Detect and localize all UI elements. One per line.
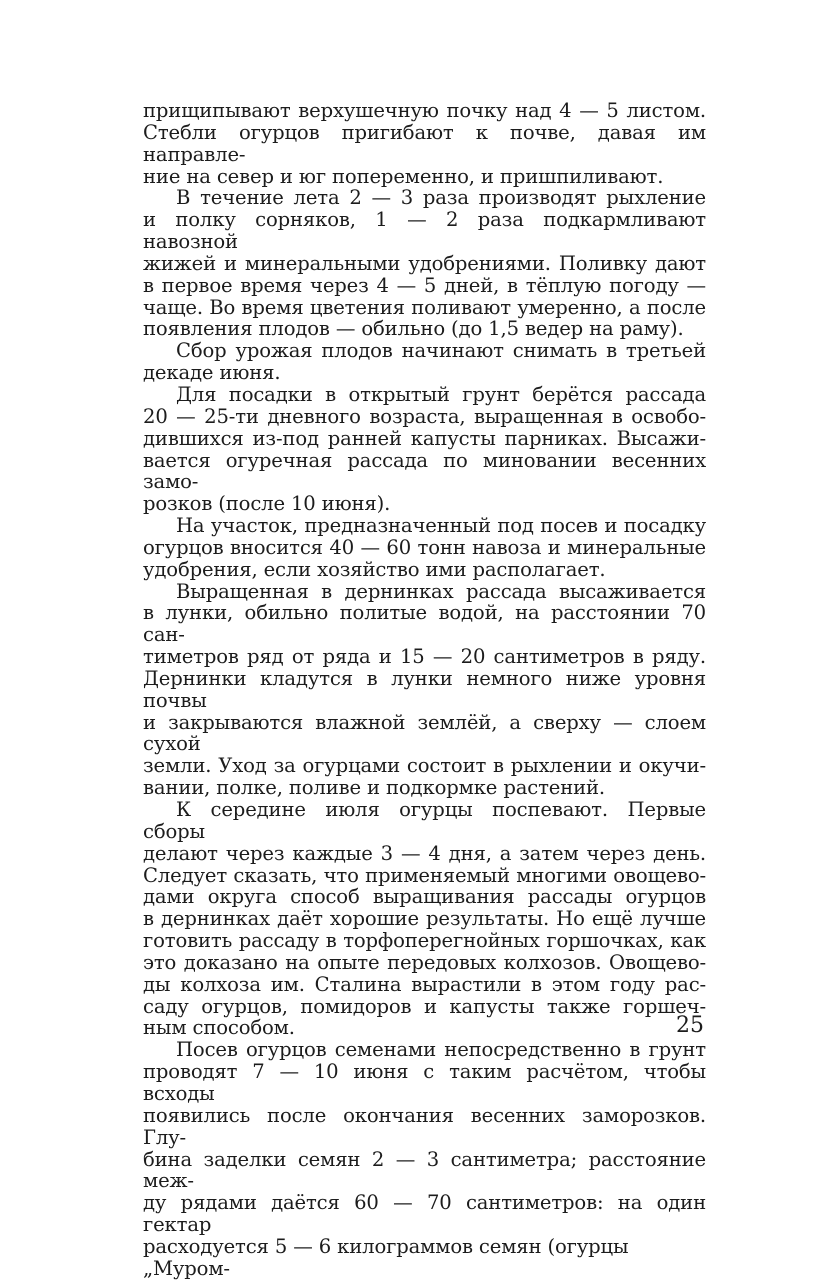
text-line: дившихся из-под ранней капусты парниках. Высажи- xyxy=(143,426,706,450)
text-line: 20 — 25-ти дневного возраста, выращенная в освобо- xyxy=(143,404,706,428)
text-line: ным способом. xyxy=(143,1016,295,1040)
text-line: чаще. Во время цветения поливают умеренно, а после xyxy=(143,295,706,319)
text-line: Посев огурцов семенами непосредственно в грунт xyxy=(176,1038,706,1062)
text-line: Выращенная в дернинках рассада высаживается xyxy=(176,579,706,603)
text-line: прищипывают верхушечную почку над 4 — 5 листом. xyxy=(143,99,706,122)
text-line: К середине июля огурцы поспевают. Первые сборы xyxy=(143,798,706,843)
text-line: розков (после 10 июня). xyxy=(143,492,391,516)
text-line: вании, полке, поливе и подкормке растений. xyxy=(143,776,606,800)
text-line: появились после окончания весенних заморозков. Глу- xyxy=(143,1103,706,1149)
text-line: появления плодов — обильно (до 1,5 ведер на раму). xyxy=(143,317,684,341)
text-line: ние на север и юг попеременно, и пришпиливают. xyxy=(143,164,664,188)
text-line: огурцов вносится 40 — 60 тонн навоза и минеральные xyxy=(143,535,706,559)
text-line: и закрываются влажной землёй, а сверху — слоем сухой xyxy=(143,710,706,756)
text-line: Стебли огурцов пригибают к почве, давая им направле- xyxy=(143,120,706,166)
text-line: проводят 7 — 10 июня с таким расчётом, чтобы всходы xyxy=(143,1060,706,1105)
text-line: и полку сорняков, 1 — 2 раза подкармливают навозной xyxy=(143,208,706,254)
text-line: ды колхоза им. Сталина вырастили в этом году рас- xyxy=(143,972,706,996)
text-line: тиметров ряд от ряда и 15 — 20 сантиметров в ряду. xyxy=(143,645,706,669)
text-line: в первое время через 4 — 5 дней, в тёплую погоду — xyxy=(143,273,706,297)
paragraph xyxy=(143,187,706,340)
text-line: На участок, предназначенный под посев и посадку xyxy=(176,514,706,538)
text-line: удобрения, если хозяйство ими располагает. xyxy=(143,557,606,581)
text-line: земли. Уход за огурцами состоит в рыхлении и окучи- xyxy=(143,754,706,778)
text-line: в лунки, обильно политые водой, на расстоянии 70 сан- xyxy=(143,601,706,647)
paragraph xyxy=(143,100,706,187)
page-number: 25 xyxy=(676,1013,704,1038)
text-line: саду огурцов, помидоров и капусты также горшеч- xyxy=(143,994,706,1018)
text-line: дами округа способ выращивания рассады огурцов xyxy=(143,885,706,909)
text-line: делают через каждые 3 — 4 дня, а затем через день. xyxy=(143,841,706,865)
text-line: жижей и минеральными удобрениями. Поливку дают xyxy=(143,251,706,275)
text-line: Следует сказать, что применяемый многими овощево- xyxy=(143,863,706,887)
text-line: Для посадки в открытый грунт берётся рассада xyxy=(176,382,706,406)
paragraph xyxy=(143,799,706,1039)
text-line: вается огуречная рассада по миновании весенних замо- xyxy=(143,448,706,494)
text-line: бина заделки семян 2 — 3 сантиметра; расстояние меж- xyxy=(143,1147,706,1193)
paragraph xyxy=(143,581,706,799)
text-line: Сбор урожая плодов начинают снимать в третьей xyxy=(176,339,706,363)
text-line: В течение лета 2 — 3 раза производят рыхление xyxy=(176,186,706,210)
paragraph xyxy=(143,1039,706,1279)
paragraph xyxy=(143,340,706,384)
page-body xyxy=(143,100,706,1280)
text-line: расходуется 5 — 6 килограммов семян (огурцы „Муром- xyxy=(143,1234,629,1280)
paragraph xyxy=(143,384,706,515)
text-line: ду рядами даётся 60 — 70 сантиметров: на один гектар xyxy=(143,1191,706,1237)
text-line: Дернинки кладутся в лунки немного ниже уровня почвы xyxy=(143,666,706,712)
text-line: декаде июня. xyxy=(143,361,281,385)
text-line: это доказано на опыте передовых колхозов. Овощево- xyxy=(143,950,706,974)
text-line: в дернинках даёт хорошие результаты. Но ещё лучше xyxy=(143,907,706,931)
paragraph xyxy=(143,515,706,581)
text-line: готовить рассаду в торфоперегнойных горшочках, как xyxy=(143,929,706,953)
